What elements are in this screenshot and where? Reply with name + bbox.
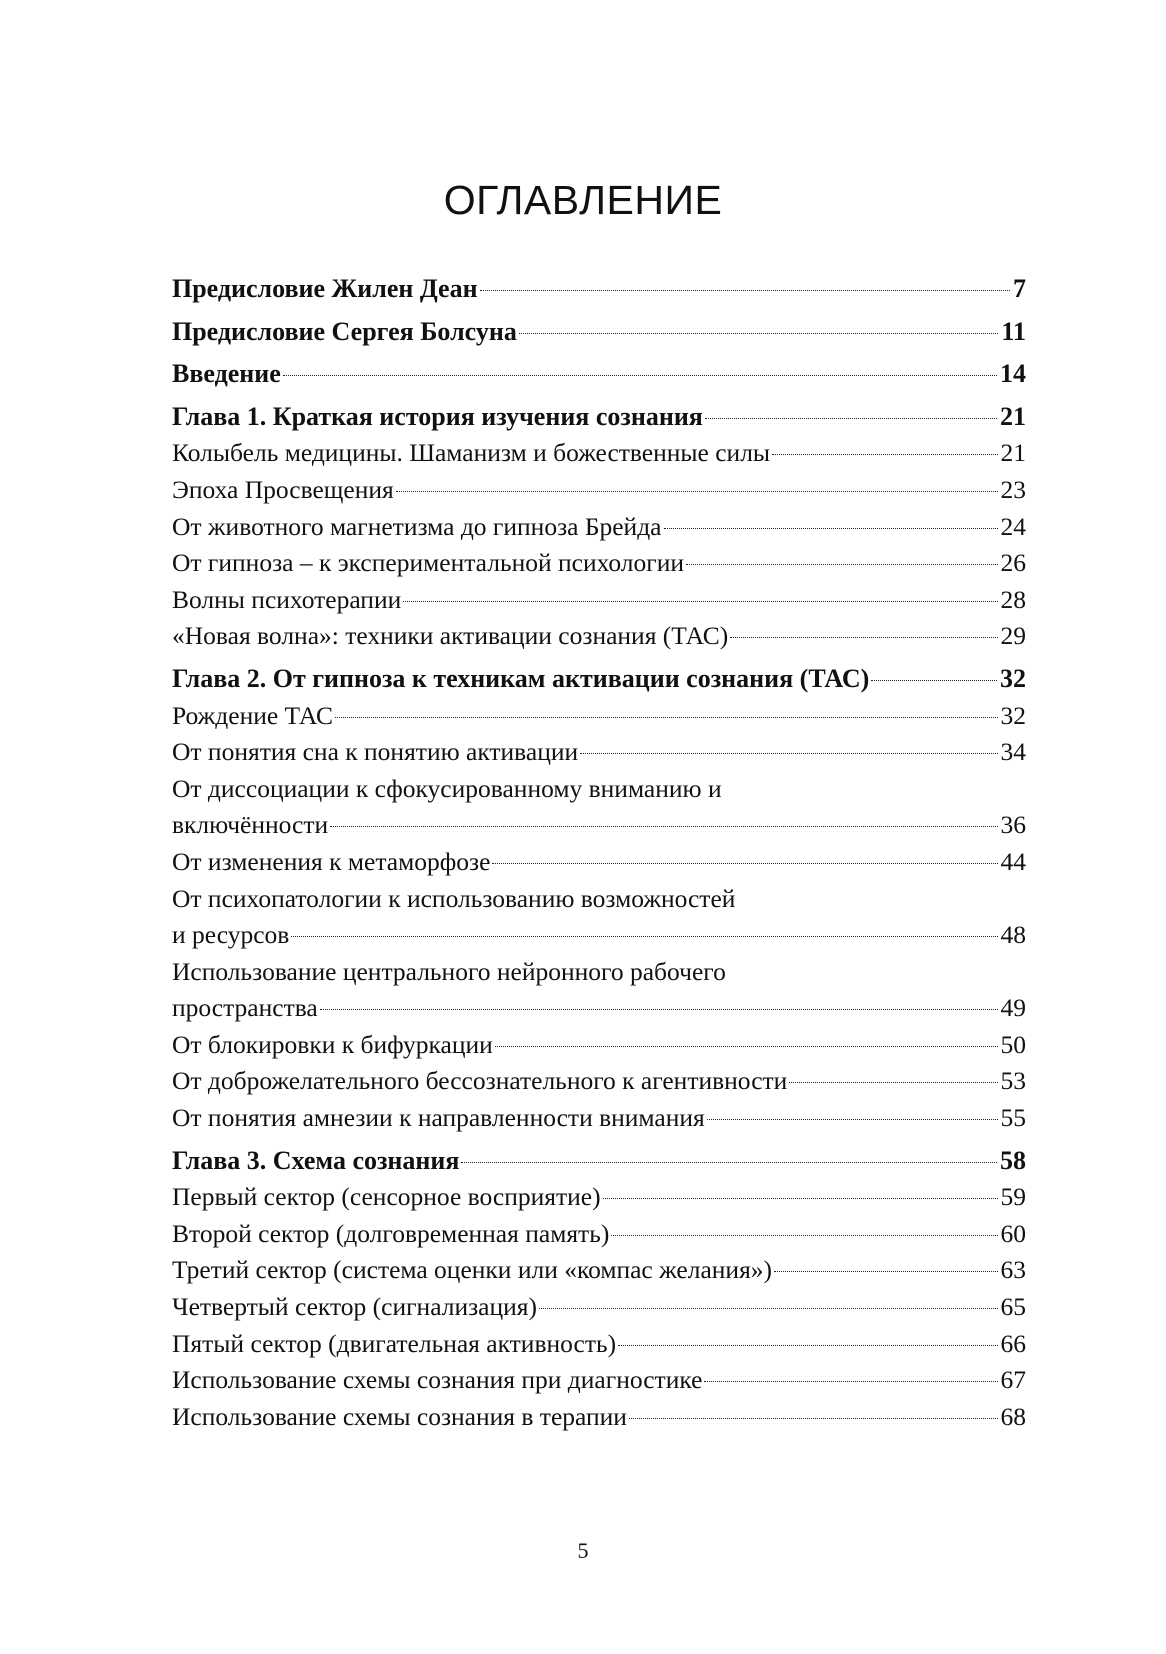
toc-entry-page: 58	[1000, 1145, 1026, 1175]
dot-leader	[461, 1162, 997, 1163]
toc-entry-page: 24	[1000, 511, 1026, 541]
toc-entry-label: Эпоха Просвещения	[172, 474, 394, 504]
toc-entry-page: 44	[1000, 846, 1026, 876]
dot-leader	[789, 1082, 997, 1083]
toc-entry[interactable]	[172, 435, 1026, 472]
toc-entry[interactable]	[172, 990, 1026, 1027]
toc-entry-label-line1: От диссоциации к сфокусированному вниманию и	[172, 773, 722, 803]
toc-entry[interactable]	[172, 1289, 1026, 1326]
toc-entry-page: 63	[1000, 1255, 1026, 1285]
toc-entry-page: 26	[1000, 548, 1026, 578]
toc-entry-page: 21	[1000, 438, 1026, 468]
toc-entry[interactable]	[172, 271, 1026, 308]
dot-leader	[730, 637, 997, 638]
toc-entry[interactable]	[172, 917, 1026, 954]
dot-leader	[335, 717, 997, 718]
toc-entry-label: От блокировки к бифуркации	[172, 1029, 493, 1059]
toc-chapter[interactable]	[172, 1143, 1026, 1180]
toc-entry-label: Пятый сектор (двигательная активность)	[172, 1328, 617, 1358]
toc-entry-page: 29	[1000, 621, 1026, 651]
toc-entry-page: 23	[1000, 474, 1026, 504]
toc-entry[interactable]	[172, 844, 1026, 881]
toc-entry[interactable]	[172, 472, 1026, 509]
table-of-contents	[172, 271, 1026, 1435]
toc-entry-label: Четвертый сектор (сигнализация)	[172, 1292, 538, 1322]
toc-entry-page: 14	[1000, 359, 1026, 389]
toc-entry[interactable]	[172, 807, 1026, 844]
dot-leader	[396, 491, 998, 492]
dot-leader	[704, 1381, 997, 1382]
toc-entry-page: 34	[1000, 737, 1026, 767]
toc-entry[interactable]	[172, 1027, 1026, 1064]
toc-entry-page: 59	[1000, 1182, 1026, 1212]
toc-entry-label: Глава 3. Схема сознания	[172, 1145, 460, 1175]
toc-chapter[interactable]	[172, 399, 1026, 436]
toc-entry-page: 68	[1000, 1401, 1026, 1431]
page-title: ОГЛАВЛЕНИЕ	[443, 177, 723, 223]
toc-entry-label: Использование схемы сознания в терапии	[172, 1401, 627, 1431]
toc-entry-label: От гипноза – к экспериментальной психологии	[172, 548, 685, 578]
toc-entry[interactable]	[172, 314, 1026, 351]
toc-entry[interactable]	[172, 1399, 1026, 1436]
toc-entry-label: пространства	[172, 993, 318, 1023]
toc-entry[interactable]	[172, 356, 1026, 393]
dot-leader	[707, 1119, 998, 1120]
dot-leader	[539, 1308, 997, 1309]
toc-entry-page: 66	[1000, 1328, 1026, 1358]
toc-entry-label: Первый сектор (сенсорное восприятие)	[172, 1182, 601, 1212]
dot-leader	[774, 1271, 997, 1272]
toc-entry-label: «Новая волна»: техники активации сознания (ТАС)	[172, 621, 729, 651]
toc-entry[interactable]	[172, 1179, 1026, 1216]
toc-entry-page: 36	[1000, 810, 1026, 840]
toc-entry-page: 7	[1013, 274, 1026, 303]
toc-entry-label: Второй сектор (долговременная память)	[172, 1218, 610, 1248]
toc-entry[interactable]	[172, 582, 1026, 619]
dot-leader	[580, 753, 997, 754]
toc-entry-label: Волны психотерапии	[172, 584, 402, 614]
toc-entry[interactable]	[172, 1362, 1026, 1399]
toc-entry-label: Введение	[172, 359, 281, 389]
toc-entry-label-line1: Использование центрального нейронного рабочего	[172, 956, 726, 986]
dot-leader	[629, 1418, 998, 1419]
toc-entry-label-line1: От психопатологии к использованию возможностей	[172, 883, 736, 913]
toc-entry[interactable]	[172, 509, 1026, 546]
dot-leader	[519, 333, 999, 334]
toc-entry-label: включённости	[172, 810, 329, 840]
toc-entry[interactable]	[172, 734, 1026, 771]
toc-entry-label: Предисловие Сергея Болсуна	[172, 316, 517, 346]
toc-entry-label: Использование схемы сознания при диагностике	[172, 1365, 703, 1395]
toc-entry-page: 11	[1001, 316, 1026, 346]
toc-entry-page: 55	[1000, 1103, 1026, 1133]
toc-entry-label: и ресурсов	[172, 920, 290, 950]
dot-leader	[611, 1235, 997, 1236]
toc-entry-page: 50	[1000, 1029, 1026, 1059]
toc-entry-page: 65	[1000, 1292, 1026, 1322]
dot-leader	[320, 1009, 998, 1010]
toc-entry-label: Колыбель медицины. Шаманизм и божественные силы	[172, 438, 771, 468]
dot-leader	[492, 863, 997, 864]
dot-leader	[291, 936, 997, 937]
toc-entry-label: От изменения к метаморфозе	[172, 846, 491, 876]
dot-leader	[330, 826, 997, 827]
toc-entry-label: Третий сектор (система оценки или «компас желания»)	[172, 1255, 773, 1285]
toc-entry-page: 32	[1000, 700, 1026, 730]
toc-entry-page: 32	[1000, 663, 1026, 693]
toc-entry-label: Предисловие Жилен Деан	[172, 274, 478, 303]
toc-entry-label: От животного магнетизма до гипноза Брейда	[172, 511, 662, 541]
page-number: 5	[577, 1538, 589, 1563]
dot-leader	[495, 1046, 998, 1047]
dot-leader	[283, 375, 997, 376]
dot-leader	[686, 564, 997, 565]
toc-entry[interactable]	[172, 1252, 1026, 1289]
dot-leader	[705, 418, 997, 419]
toc-chapter[interactable]	[172, 661, 1026, 698]
dot-leader	[480, 290, 1010, 291]
dot-leader	[772, 454, 997, 455]
toc-entry-label: От понятия сна к понятию активации	[172, 737, 579, 767]
dot-leader	[618, 1345, 997, 1346]
dot-leader	[871, 680, 997, 681]
dot-leader	[603, 1198, 998, 1199]
toc-entry[interactable]	[172, 1216, 1026, 1253]
dot-leader	[664, 528, 998, 529]
toc-entry[interactable]	[172, 545, 1026, 582]
toc-entry-label: От понятия амнезии к направленности внимания	[172, 1103, 705, 1133]
toc-entry-page: 60	[1000, 1218, 1026, 1248]
toc-entry-label: Глава 1. Краткая история изучения сознания	[172, 401, 703, 431]
toc-entry[interactable]	[172, 618, 1026, 655]
toc-entry[interactable]	[172, 1063, 1026, 1100]
toc-entry-page: 28	[1000, 584, 1026, 614]
toc-entry-page: 48	[1000, 920, 1026, 950]
toc-entry[interactable]	[172, 1100, 1026, 1137]
toc-entry-label: От доброжелательного бессознательного к агентивности	[172, 1066, 788, 1096]
toc-entry-page: 53	[1000, 1066, 1026, 1096]
toc-entry-page: 21	[1000, 401, 1026, 431]
toc-entry-label: Глава 2. От гипноза к техникам активации сознания (ТАС)	[172, 663, 870, 693]
toc-entry-page: 49	[1000, 993, 1026, 1023]
toc-entry-page: 67	[1000, 1365, 1026, 1395]
dot-leader	[403, 601, 997, 602]
toc-entry-label: Рождение ТАС	[172, 700, 334, 730]
toc-entry[interactable]	[172, 1326, 1026, 1363]
toc-entry[interactable]	[172, 698, 1026, 735]
